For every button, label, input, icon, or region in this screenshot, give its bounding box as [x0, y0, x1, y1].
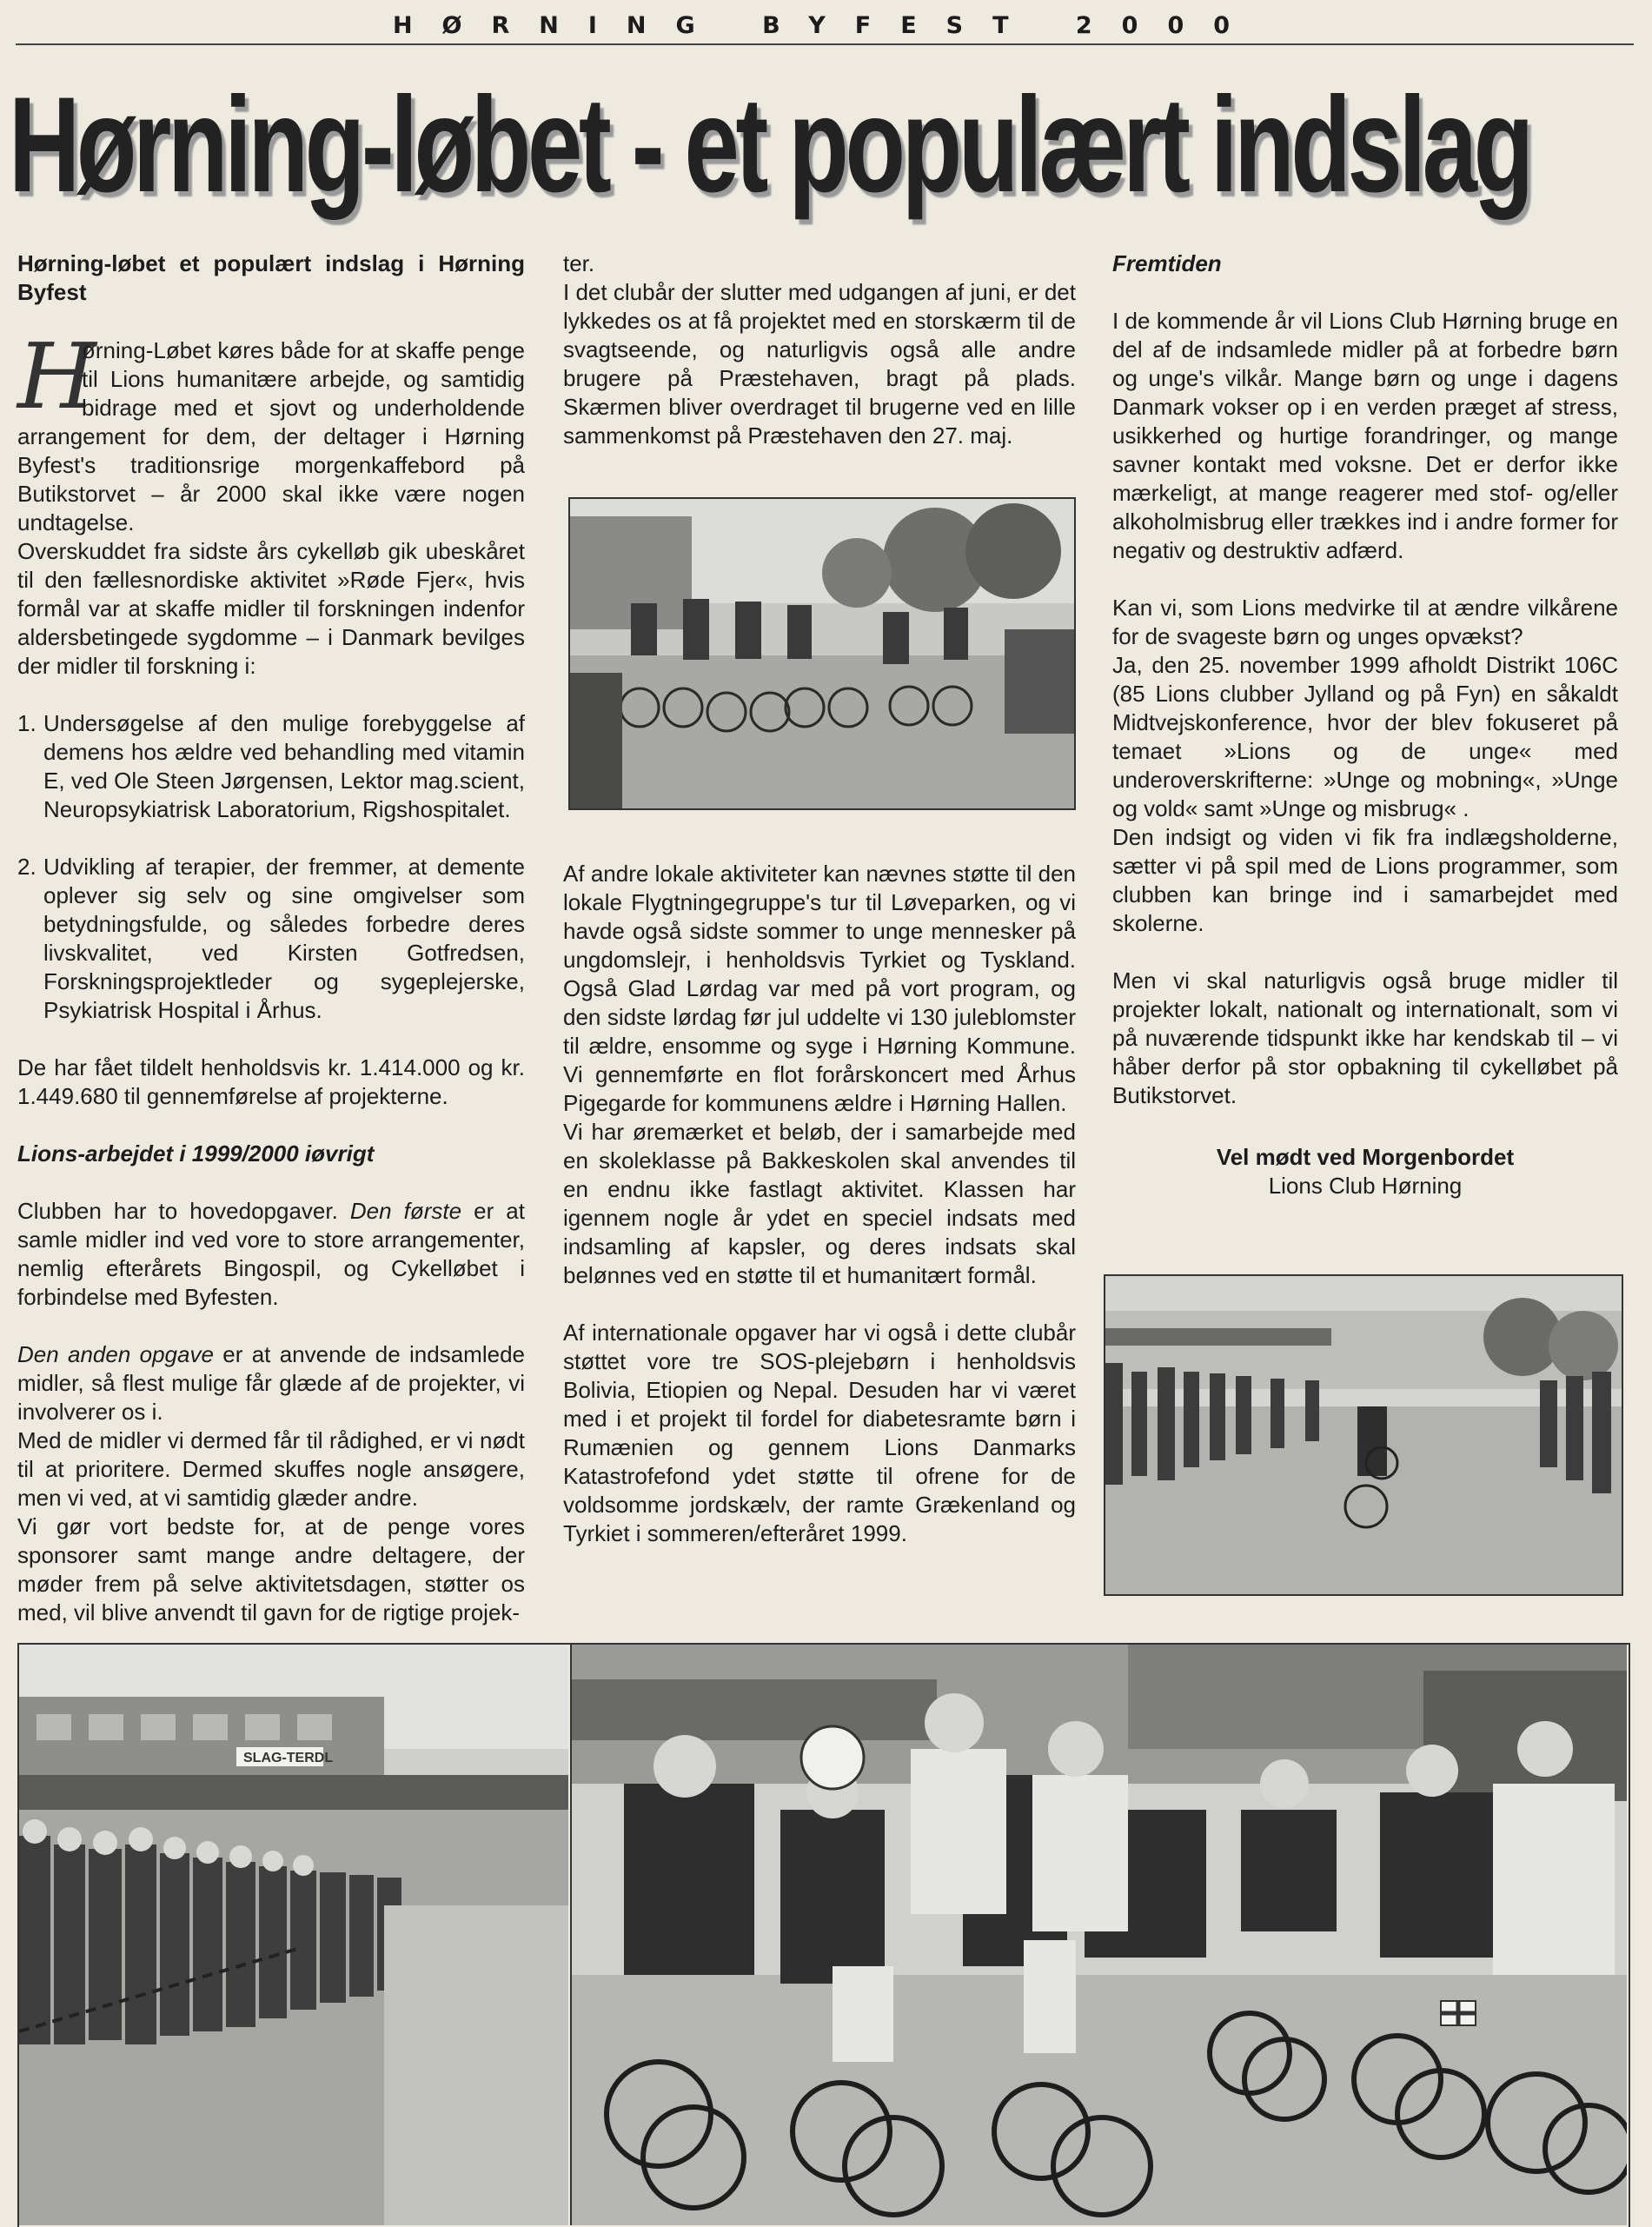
column-2-lower: [563, 860, 1076, 1548]
paragraph: I det clubår der slutter med udgangen af juni, er det lykkedes os at få projektet med en storskærm til de svagtseende, og naturligvis også alle andre brugere på Præstehaven, bragt på plads. Skærmen bliver overdraget til brugerne ved en lille sammenkomst på Præstehaven den 27. maj.: [563, 279, 1076, 449]
paragraph: I de kommende år vil Lions Club Hørning bruge en del af de indsamlede midler på at forbedre børn og unge's vilkår. Mange børn og unge i dagens Danmark vokser op i en verden præget af stress, usikkerhed og hurtige forandringer, og mange savner kontakt med voksne. Det er derfor ikke mærkeligt, at mange reagerer med stof- og/eller alkoholmisbrug eller trækkes ind i andre former for negativ og destruktiv adfærd.: [1112, 308, 1618, 563]
column-2: [563, 249, 1076, 450]
masthead: HØRNING BYFEST 2000: [392, 12, 1260, 39]
paragraph: De har fået tildelt henholdsvis kr. 1.414.000 og kr. 1.449.680 til gennemførelse af projekterne.: [17, 1054, 525, 1109]
paragraph: Af andre lokale aktiviteter kan nævnes støtte til den lokale Flygtningegruppe's tur til Løveparken, og vi havde også sidste sommer to unge mennesker på ungdomslejr, i henholdsvis Tyrkiet og Tyskland. Også Glad Lørdag var med på vort program, og den sidste lørdag før jul uddelte vi 130 juleblomster til ældre, ensomme og syge i Hørning Kommune. Vi gennemførte en flot forårskoncert med Århus Pigegarde for kommunens ældre i Hørning Hallen.: [563, 861, 1076, 1116]
storefront-sign: SLAG-TERDL: [243, 1751, 334, 1765]
paragraph: ter.: [563, 250, 595, 276]
list-item: [17, 853, 525, 1025]
paragraph: Den indsigt og viden vi fik fra indlægsholderne, sætter vi på spil med de Lions programmer, som clubben kan bringe ind i samarbejdet med skolerne.: [1112, 824, 1618, 936]
list-text: Undersøgelse af den mulige forebyggelse af demens hos ældre ved behandling med vitamin E, ved Ole Steen Jørgensen, Lektor mag.scient, Neuropsykiatrisk Laboratorium, Rigshospitalet.: [43, 710, 525, 822]
lead-heading: Hørning-løbet et populært indslag i Hørning Byfest: [17, 250, 525, 305]
dropcap: H: [17, 323, 96, 429]
photo-single-cyclist: [1104, 1274, 1623, 1596]
signature-greeting: Vel mødt ved Morgenbordet: [1216, 1144, 1515, 1170]
masthead-rule: [16, 43, 1634, 45]
list-text: Udvikling af terapier, der fremmer, at demente oplever sig selv og sine omgivelser som betydningsfulde, og således forbedre deres livskvalitet, ved Kirsten Gotfredsen, Forskningsprojektleder og sygeplejerske, Psykiatrisk Hospital i Århus.: [43, 854, 525, 1023]
section-subheading: Fremtiden: [1112, 250, 1222, 276]
list-number: 2.: [17, 854, 36, 880]
paragraph: Med de midler vi dermed får til rådighed, er vi nødt til at prioritere. Dermed skuffes nogle ansøgere, men vi ved, at vi samtidig glæder andre.: [17, 1427, 525, 1511]
paragraph: Clubben har to hovedopgaver. Den første er at samle midler ind ved vore to store arrangementer, nemlig efterårets Bingospil, og Cykelløbet i forbindelse med Byfesten.: [17, 1198, 525, 1310]
intro-text: ørning-Løbet køres både for at skaffe penge til Lions humanitære arbejde, og samtidig bidrage med et sjovt og underholdende arrangement for dem, der deltager i Hørning Byfest's traditionsrige morgenkaffebord på Butikstorvet – år 2000 skal ikke være nogen undtagelse.: [17, 337, 525, 535]
list-number: 1.: [17, 710, 36, 736]
paragraph: Vi har øremærket et beløb, der i samarbejde med en skoleklasse på Bakkeskolen skal anvendes til en endnu ikke fastlagt aktivitet. Klassen har igennem nogle år ydet en speciel indsats med indsamling af kapsler, og deres indsats skal belønnes ved en støtte til et humanitært formål.: [563, 1119, 1076, 1288]
column-3: [1112, 249, 1618, 1200]
section-subheading: Lions-arbejdet i 1999/2000 iøvrigt: [17, 1140, 375, 1167]
intro-paragraph: [17, 323, 525, 537]
photo-spectators: [19, 1645, 568, 2225]
page-headline: Hørning-løbet - et populært indslag: [9, 70, 1530, 221]
photo-cyclists-race: [570, 1645, 1627, 2225]
list-item: [17, 709, 525, 824]
paragraph: Kan vi, som Lions medvirke til at ændre vilkårene for de svageste børn og unges opvækst?: [1112, 595, 1618, 649]
column-1: [17, 249, 525, 1627]
paragraph: Den anden opgave er at anvende de indsamlede midler, så flest mulige får glæde af de projekter, vi involverer os i.: [17, 1341, 525, 1425]
signature-club: Lions Club Hørning: [1268, 1173, 1463, 1199]
paragraph: Vi gør vort bedste for, at de penge vores sponsorer samt mange andre deltagere, der møder frem på selve aktivitetsdagen, støtter os med, vil blive anvendt til gavn for de rigtige projek-: [17, 1513, 525, 1625]
paragraph: Men vi skal naturligvis også bruge midler til projekter lokalt, nationalt og internationalt, som vi på nuværende tidspunkt ikke har kendskab til – vi håber derfor på stor opbakning til cykelløbet på Butikstorvet.: [1112, 967, 1618, 1108]
signature-block: [1112, 1143, 1618, 1200]
paragraph: Af internationale opgaver har vi også i dette clubår støttet vore tre SOS-plejebørn i henholdsvis Bolivia, Etiopien og Nepal. Desuden har vi været med i et projekt til fordel for diabetesramte børn i Rumænien og gennem Lions Danmarks Katastrofefond ydet støtte til ofrene for de voldsomme jordskælv, der ramte Grækenland og Tyrkiet i sommeren/efteråret 1999.: [563, 1320, 1076, 1546]
paragraph: Ja, den 25. november 1999 afholdt Distrikt 106C (85 Lions clubber Jylland og på Fyn) en såkaldt Midtvejskonference, hvor der blev fokuseret på temaet »Lions og de unge« med underoverskrifterne: »Unge og mobning«, »Unge og vold« samt »Unge og misbrug« .: [1112, 652, 1618, 821]
photo-cyclists-start: [568, 497, 1076, 810]
paragraph: Overskuddet fra sidste års cykelløb gik ubeskåret til den fællesnordiske aktivitet »Røde Fjer«, hvis formål var at skaffe midler til forskningen indenfor aldersbetingede sygdomme – i Danmark bevilges der midler til forskning i:: [17, 538, 525, 679]
